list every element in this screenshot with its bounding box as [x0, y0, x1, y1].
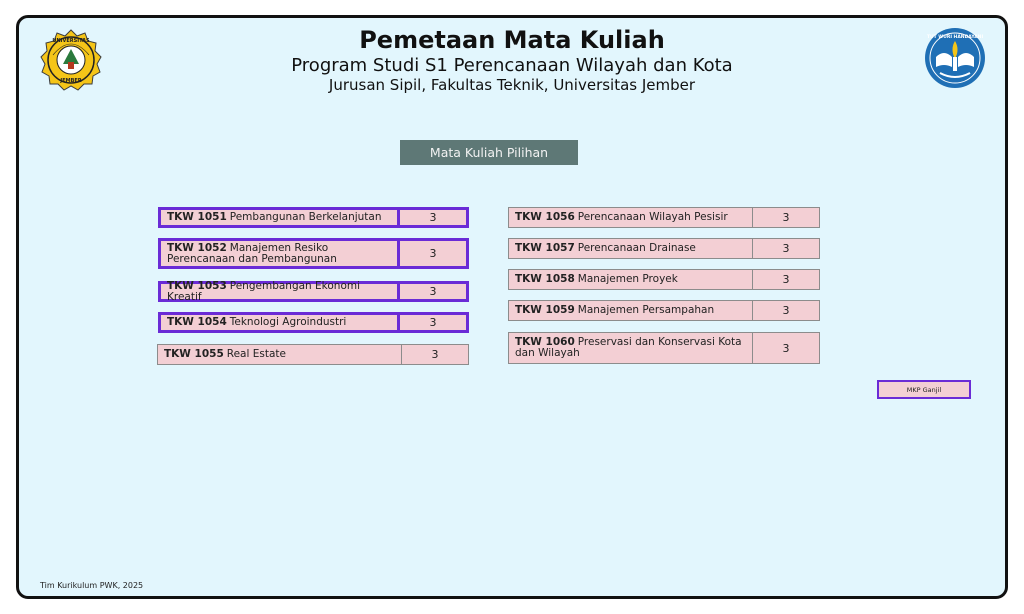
course-tkw-1058	[508, 269, 820, 290]
course-code: TKW 1052	[167, 241, 227, 254]
course-tkw-1055	[157, 344, 469, 365]
course-tkw-1053	[158, 281, 469, 302]
course-title: Teknologi Agroindustri	[229, 316, 347, 328]
course-sks: 3	[397, 241, 466, 266]
course-code: TKW 1058	[515, 273, 575, 285]
course-sks: 3	[752, 333, 819, 363]
course-sks: 3	[397, 210, 466, 225]
department-subtitle: Jurusan Sipil, Fakultas Teknik, Universitas Jember	[328, 76, 696, 94]
svg-text:TUT WURI HANDAYANI: TUT WURI HANDAYANI	[926, 35, 984, 40]
course-sks: 3	[397, 315, 466, 330]
course-code: TKW 1057	[515, 242, 575, 254]
course-name-cell	[509, 270, 752, 289]
course-title: Pembangunan Berkelanjutan	[229, 211, 382, 223]
course-code: TKW 1055	[164, 348, 224, 360]
course-name-cell	[161, 241, 397, 266]
course-name-cell	[509, 239, 752, 258]
course-sks: 3	[752, 270, 819, 289]
course-name-cell	[509, 333, 752, 363]
course-title: Pengembangan Ekonomi Kreatif	[167, 279, 361, 303]
course-title: Manajemen Resiko Perencanaan dan Pembangunan	[167, 241, 337, 265]
program-subtitle: Program Studi S1 Perencanaan Wilayah dan Kota	[291, 55, 733, 76]
course-title: Manajemen Proyek	[577, 273, 678, 285]
course-sks: 3	[401, 345, 468, 364]
course-title: Manajemen Persampahan	[577, 304, 715, 316]
course-sks: 3	[752, 239, 819, 258]
course-name-cell	[509, 208, 752, 227]
course-code: TKW 1051	[167, 211, 227, 223]
course-code: TKW 1056	[515, 211, 575, 223]
course-name-cell	[161, 210, 397, 225]
footer-credit: Tim Kurikulum PWK, 2025	[40, 581, 144, 590]
course-name-cell	[158, 345, 401, 364]
course-name-cell	[161, 279, 397, 303]
course-title: Preservasi dan Konservasi Kota dan Wilayah	[515, 336, 742, 359]
course-name-cell	[161, 315, 397, 330]
course-title: Perencanaan Wilayah Pesisir	[577, 211, 728, 223]
course-sks: 3	[752, 208, 819, 227]
course-tkw-1051	[158, 207, 469, 228]
course-code: TKW 1060	[515, 336, 575, 348]
course-tkw-1052	[158, 238, 469, 269]
course-tkw-1056	[508, 207, 820, 228]
svg-text:UNIVERSITAS: UNIVERSITAS	[52, 38, 90, 44]
section-label: Mata Kuliah Pilihan	[400, 140, 578, 165]
course-tkw-1059	[508, 300, 820, 321]
course-code: TKW 1059	[515, 304, 575, 316]
course-sks: 3	[397, 284, 466, 299]
course-tkw-1054	[158, 312, 469, 333]
svg-text:JEMBER: JEMBER	[60, 78, 82, 84]
page-title: Pemetaan Mata Kuliah	[359, 26, 665, 54]
course-title: Real Estate	[226, 348, 286, 360]
legend-mkp-ganjil: MKP Ganjil	[877, 380, 971, 399]
course-code: TKW 1053	[167, 279, 227, 292]
course-sks: 3	[752, 301, 819, 320]
course-tkw-1060	[508, 332, 820, 364]
course-name-cell	[509, 301, 752, 320]
course-tkw-1057	[508, 238, 820, 259]
course-code: TKW 1054	[167, 316, 227, 328]
course-title: Perencanaan Drainase	[577, 242, 696, 254]
